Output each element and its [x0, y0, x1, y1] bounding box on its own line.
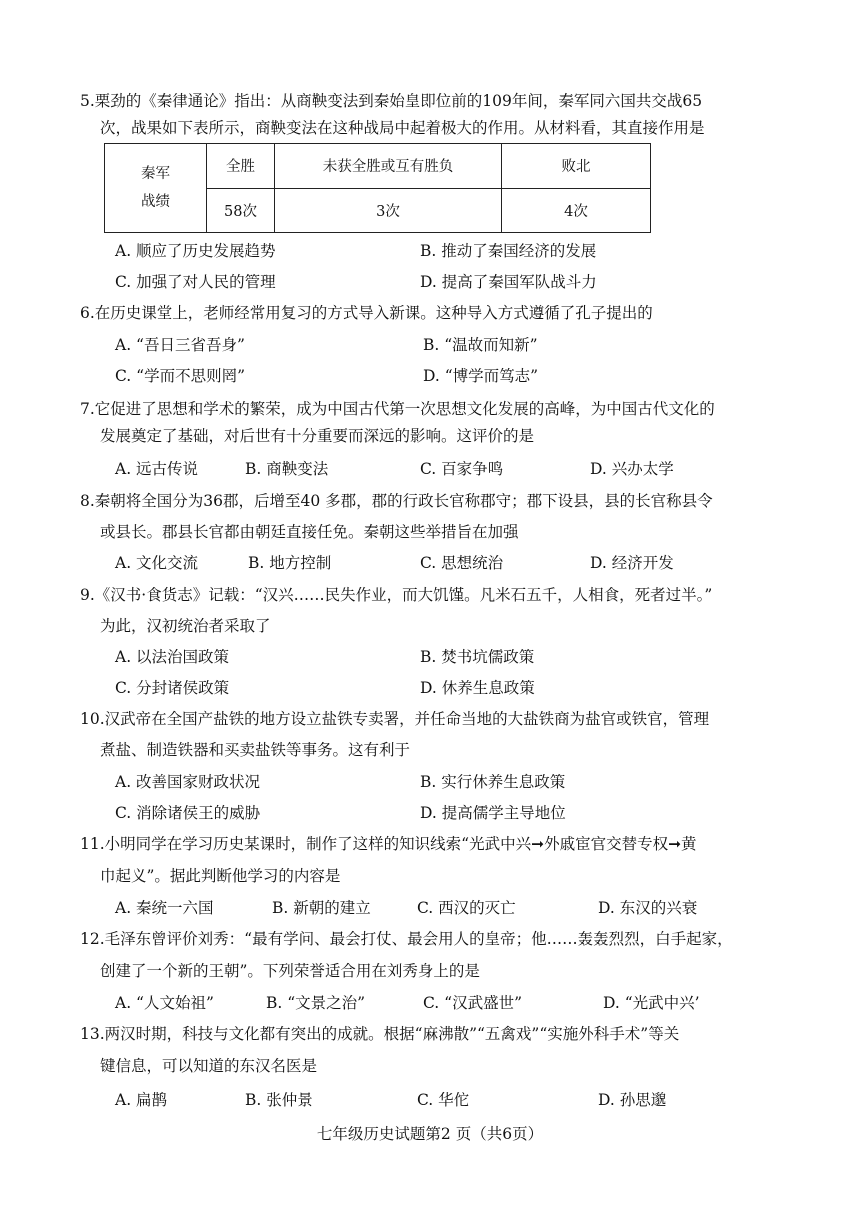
q12-option-d[interactable]: D. “光武中兴’ — [603, 994, 700, 1012]
q8-option-b[interactable]: B. 地方控制 — [248, 554, 332, 572]
header-defeat: 败北 — [502, 144, 651, 189]
q6-option-a[interactable]: A. “吾日三省吾身” — [115, 336, 245, 354]
question-7-line-1: 7.它促进了思想和学术的繁荣，成为中国古代第一次思想文化发展的高峰，为中国古代文化的 — [80, 400, 715, 418]
question-6-line-1: 6.在历史课堂上，老师经常用复习的方式导入新课。这种导入方式遵循了孔子提出的 — [80, 304, 653, 322]
q13-option-b[interactable]: B. 张仲景 — [245, 1091, 313, 1109]
q6-option-c[interactable]: C. “学而不思则罔” — [115, 367, 246, 385]
q6-option-b[interactable]: B. “温故而知新” — [423, 336, 538, 354]
question-8-line-1: 8.秦朝将全国分为36郡，后增至40 多郡，郡的行政长官称郡守；郡下设县，县的长官称县令 — [80, 492, 713, 510]
question-11-line-2: 巾起义”。据此判断他学习的内容是 — [100, 867, 341, 885]
q5-option-c[interactable]: C. 加强了对人民的管理 — [115, 273, 276, 291]
q10-option-c[interactable]: C. 消除诸侯王的威胁 — [115, 804, 261, 822]
q11-option-a[interactable]: A. 秦统一六国 — [115, 899, 214, 917]
q12-option-c[interactable]: C. “汉武盛世” — [423, 994, 523, 1012]
question-8-line-2: 或县长。郡县长官都由朝廷直接任免。秦朝这些举措旨在加强 — [100, 523, 519, 541]
q6-option-d[interactable]: D. “博学而笃志” — [423, 367, 539, 385]
q11-option-d[interactable]: D. 东汉的兴衰 — [598, 899, 698, 917]
q9-option-b[interactable]: B. 焚书坑儒政策 — [420, 648, 535, 666]
question-9-line-1: 9.《汉书·食货志》记载：“汉兴……民失作业，而大饥馑。凡米石五千，人相食，死者过半。” — [80, 586, 713, 604]
row-header-cell — [105, 144, 207, 233]
question-11-line-1: 11.小明同学在学习历史某课时，制作了这样的知识线索“光武中兴➞外戚宦官交替专权➞黄 — [80, 835, 697, 853]
q7-option-c[interactable]: C. 百家争鸣 — [420, 460, 504, 478]
question-10-line-1: 10.汉武帝在全国产盐铁的地方设立盐铁专卖署，并任命当地的大盐铁商为盐官或铁官，管理 — [80, 710, 710, 728]
q9-option-a[interactable]: A. 以法治国政策 — [115, 648, 230, 666]
header-full-victory: 全胜 — [207, 144, 275, 189]
q10-option-a[interactable]: A. 改善国家财政状况 — [115, 773, 261, 791]
q10-option-d[interactable]: D. 提高儒学主导地位 — [420, 804, 566, 822]
q12-option-a[interactable]: A. “人文始祖” — [115, 994, 214, 1012]
question-7-line-2: 发展奠定了基础，对后世有十分重要而深远的影响。这评价的是 — [100, 427, 535, 445]
question-13-line-2: 键信息，可以知道的东汉名医是 — [100, 1057, 318, 1075]
q7-option-d[interactable]: D. 兴办太学 — [590, 460, 674, 478]
header-draw: 未获全胜或互有胜负 — [275, 144, 502, 189]
q8-option-a[interactable]: A. 文化交流 — [115, 554, 199, 572]
question-12-line-1: 12.毛泽东曾评价刘秀：“最有学问、最会打仗、最会用人的皇帝；他……轰轰烈烈，白手起家， — [80, 930, 733, 948]
question-12-line-2: 创建了一个新的王朝”。下列荣誉适合用在刘秀身上的是 — [100, 962, 480, 980]
page-footer: 七年级历史试题第2 页（共6页） — [316, 1125, 544, 1143]
q10-option-b[interactable]: B. 实行休养生息政策 — [420, 773, 566, 791]
value-defeat: 4次 — [502, 188, 651, 233]
question-13-line-1: 13.两汉时期，科技与文化都有突出的成就。根据“麻沸散”“五禽戏”“实施外科手术”等关 — [80, 1025, 680, 1043]
question-9-line-2: 为此，汉初统治者采取了 — [100, 617, 271, 635]
row-header-label: 秦军战绩 — [140, 166, 170, 210]
q11-option-c[interactable]: C. 西汉的灭亡 — [417, 899, 516, 917]
q13-option-d[interactable]: D. 孙思邈 — [598, 1091, 667, 1109]
q8-option-d[interactable]: D. 经济开发 — [590, 554, 674, 572]
q7-option-a[interactable]: A. 远古传说 — [115, 460, 199, 478]
q13-option-c[interactable]: C. 华佗 — [417, 1091, 470, 1109]
q5-option-d[interactable]: D. 提高了秦国军队战斗力 — [420, 273, 597, 291]
q12-option-b[interactable]: B. “文景之治” — [266, 994, 366, 1012]
q11-option-b[interactable]: B. 新朝的建立 — [272, 899, 371, 917]
q7-option-b[interactable]: B. 商鞅变法 — [245, 460, 329, 478]
question-5-line-1: 5.栗劲的《秦律通论》指出：从商鞅变法到秦始皇即位前的109年间，秦军同六国共交战65 — [80, 92, 703, 110]
q5-option-b[interactable]: B. 推动了秦国经济的发展 — [420, 242, 597, 260]
value-draw: 3次 — [275, 188, 502, 233]
q8-option-c[interactable]: C. 思想统治 — [420, 554, 504, 572]
question-10-line-2: 煮盐、制造铁器和买卖盐铁等事务。这有利于 — [100, 741, 411, 759]
q9-option-c[interactable]: C. 分封诸侯政策 — [115, 679, 230, 697]
q5-option-a[interactable]: A. 顺应了历史发展趋势 — [115, 242, 276, 260]
value-full-victory: 58次 — [207, 188, 275, 233]
question-5-line-2: 次，战果如下表所示，商鞅变法在这种战局中起着极大的作用。从材料看，其直接作用是 — [100, 119, 705, 137]
battle-record-table — [104, 143, 651, 233]
q13-option-a[interactable]: A. 扁鹊 — [115, 1091, 168, 1109]
q9-option-d[interactable]: D. 休养生息政策 — [420, 679, 535, 697]
